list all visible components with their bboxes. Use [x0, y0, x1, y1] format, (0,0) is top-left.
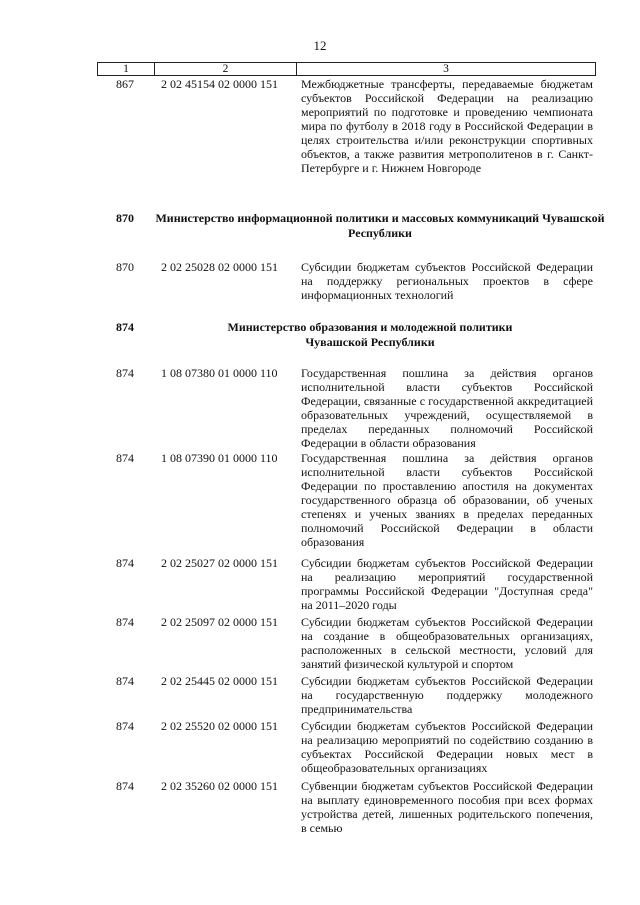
column-header-2: 2	[155, 63, 297, 76]
income-description: Субсидии бюджетам субъектов Российской Федерации на реализацию мероприятий государственной программы Российской Федерации "Доступная среда" на 2011–2020 годы	[301, 556, 593, 612]
column-header-row	[98, 63, 596, 76]
admin-code: 874	[116, 366, 134, 380]
column-header-1: 1	[98, 63, 155, 76]
column-header-3: 3	[297, 63, 596, 76]
income-description: Государственная пошлина за действия органов исполнительной власти субъектов Российской Федерации по проставлению апостиля на документах государственного образца об образовании, об ученых степенях и ученых званиях в пределах переданных полномочий Российской Федерации в области образования	[301, 451, 593, 549]
section-code: 874	[116, 320, 134, 334]
budget-code: 1 08 07390 01 0000 110	[161, 451, 278, 465]
budget-code: 2 02 25027 02 0000 151	[161, 556, 278, 570]
admin-code: 874	[116, 556, 134, 570]
budget-code: 2 02 25028 02 0000 151	[161, 260, 278, 274]
admin-code: 867	[116, 77, 134, 91]
section-title: Министерство информационной политики и массовых коммуникаций Чувашской Республики	[155, 211, 605, 240]
budget-code: 2 02 25445 02 0000 151	[161, 674, 278, 688]
column-header-table	[97, 62, 596, 76]
admin-code: 874	[116, 615, 134, 629]
income-description: Межбюджетные трансферты, передаваемые бюджетам субъектов Российской Федерации на реализацию мероприятий по подготовке и проведению чемпионата мира по футболу в 2018 году в Российской Федерации в целях строительства и/или реконструкции спортивных объектов, а также развития метрополитенов в г. Санкт-Петербурге и г. Нижнем Новгороде	[301, 77, 593, 175]
admin-code: 874	[116, 451, 134, 465]
budget-code: 2 02 25097 02 0000 151	[161, 615, 278, 629]
admin-code: 870	[116, 260, 134, 274]
admin-code: 874	[116, 719, 134, 733]
page-number: 12	[313, 38, 327, 53]
income-description: Государственная пошлина за действия органов исполнительной власти субъектов Российской Федерации, связанные с государственной аккредитацией образовательных учреждений, осуществляемой в пределах переданных полномочий Российской Федерации в области образования	[301, 366, 593, 450]
budget-code: 1 08 07380 01 0000 110	[161, 366, 278, 380]
budget-code: 2 02 25520 02 0000 151	[161, 719, 278, 733]
income-description: Субсидии бюджетам субъектов Российской Федерации на создание в общеобразовательных организациях, расположенных в сельской местности, условий для занятий физической культурой и спортом	[301, 615, 593, 671]
income-description: Субсидии бюджетам субъектов Российской Федерации на государственную поддержку молодежного предпринимательства	[301, 674, 593, 716]
section-code: 870	[116, 211, 134, 225]
budget-code: 2 02 35260 02 0000 151	[161, 779, 278, 793]
admin-code: 874	[116, 779, 134, 793]
budget-code: 2 02 45154 02 0000 151	[161, 77, 278, 91]
income-description: Субсидии бюджетам субъектов Российской Федерации на поддержку региональных проектов в сфере информационных технологий	[301, 260, 593, 302]
income-description: Субвенции бюджетам субъектов Российской Федерации на выплату единовременного пособия при всех формах устройства детей, лишенных родительского попечения, в семью	[301, 779, 593, 835]
admin-code: 874	[116, 674, 134, 688]
income-description: Субсидии бюджетам субъектов Российской Федерации на реализацию мероприятий по содействию созданию в субъектах Российской Федерации новых мест в общеобразовательных организациях	[301, 719, 593, 775]
section-title: Министерство образования и молодежной политики Чувашской Республики	[227, 320, 513, 349]
